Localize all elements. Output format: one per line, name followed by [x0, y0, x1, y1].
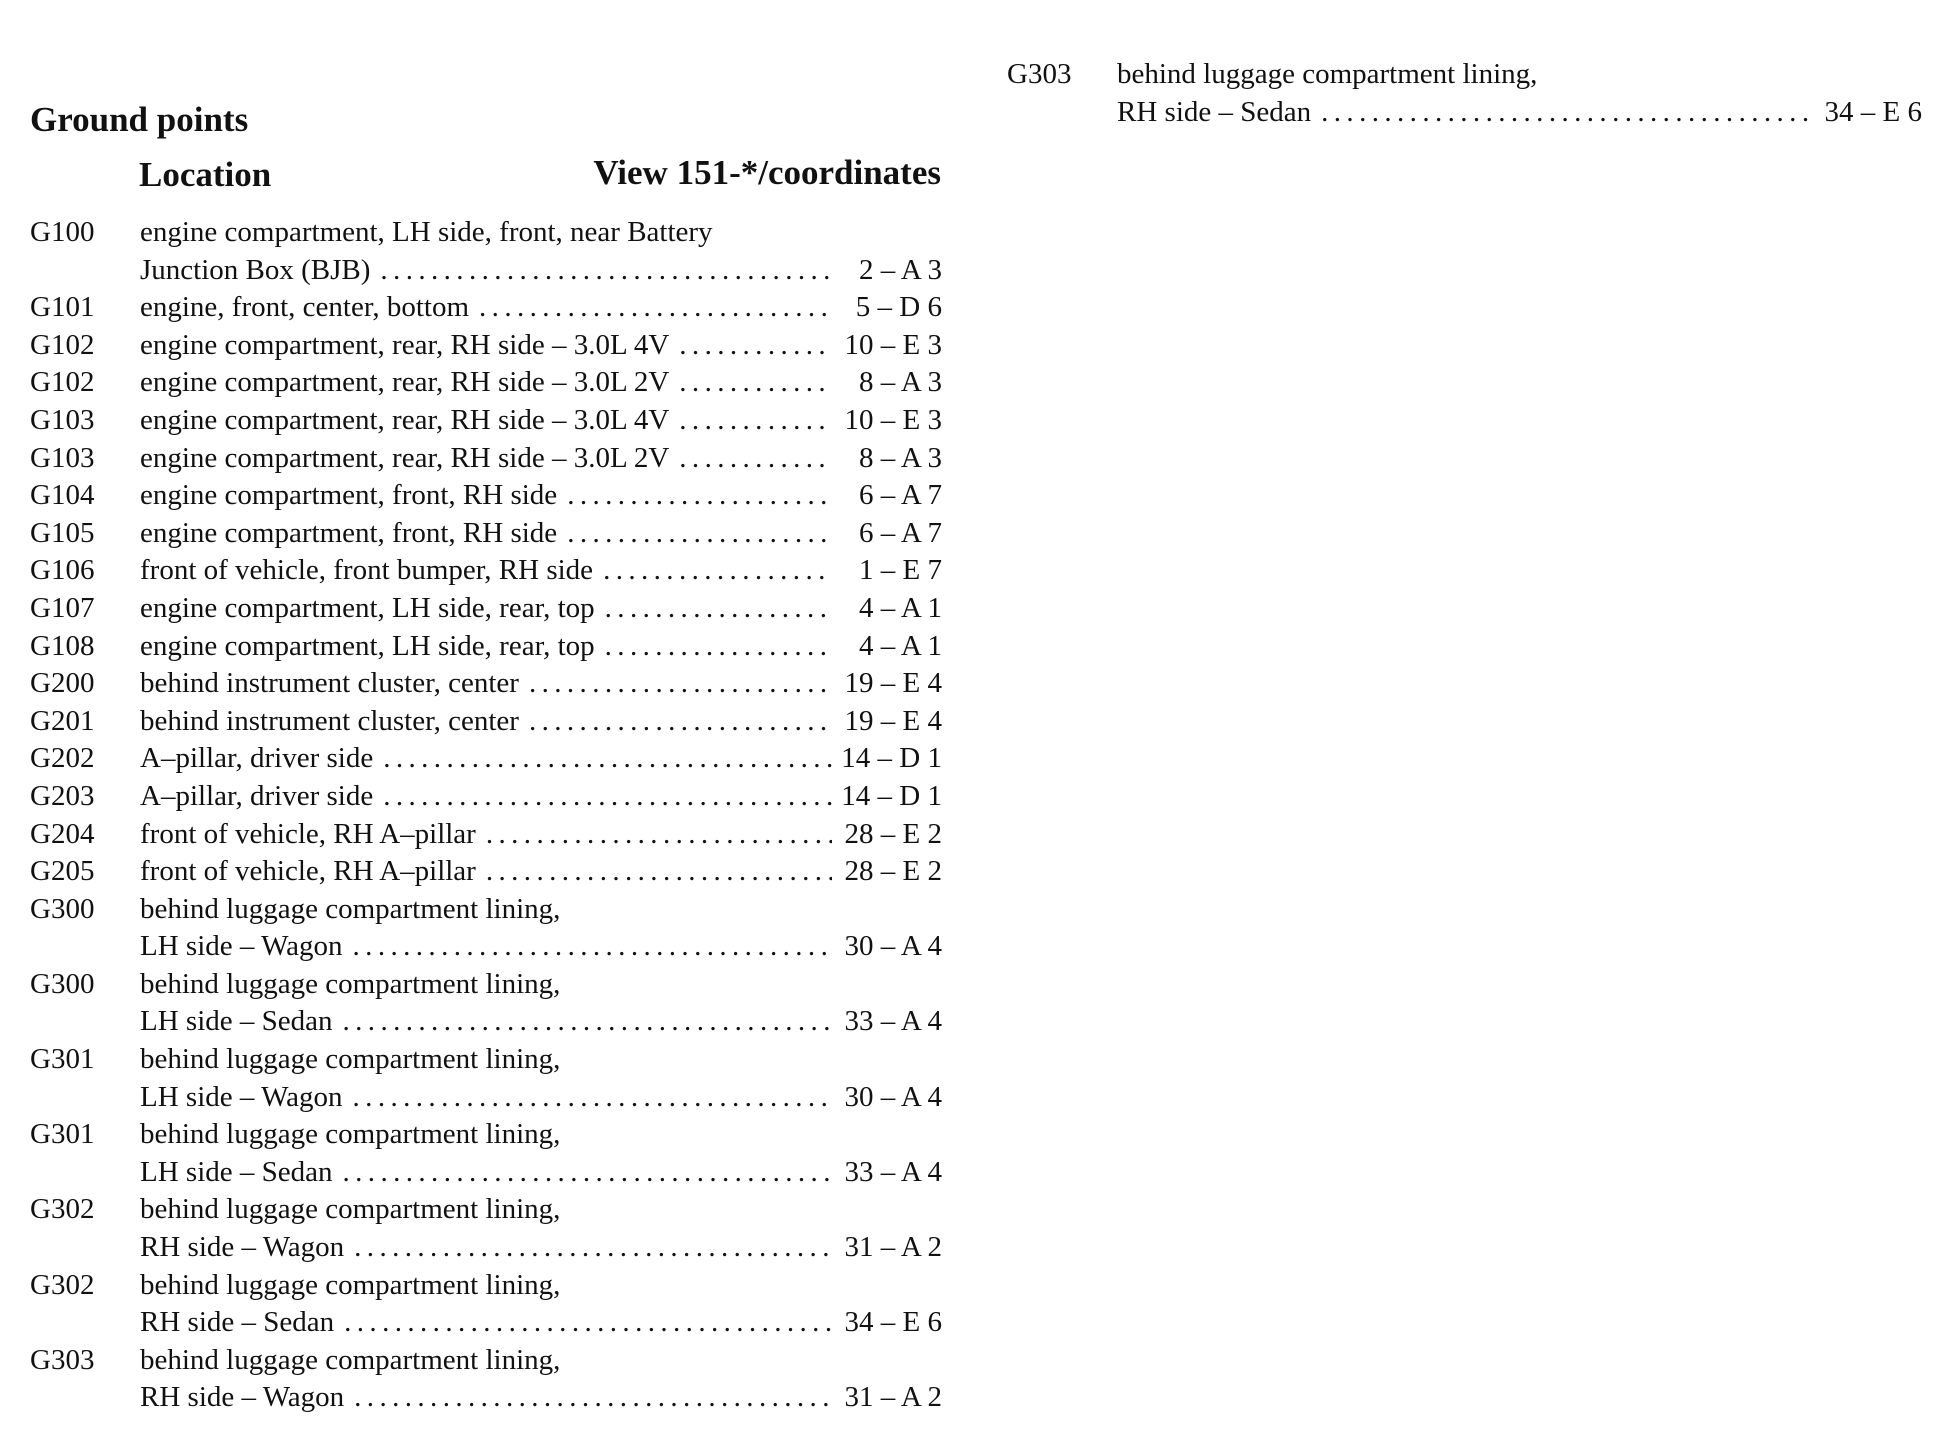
- location-text: engine compartment, front, RH side: [140, 516, 558, 549]
- ground-point-entry: [30, 1191, 942, 1266]
- ground-point-entry: [30, 214, 942, 289]
- location-with-leader: [140, 628, 832, 666]
- ground-point-code: G108: [30, 629, 95, 662]
- entry-line: [30, 1229, 942, 1267]
- location-with-leader: [140, 778, 832, 816]
- location-text: behind instrument cluster, center: [140, 704, 519, 737]
- location-text: behind luggage compartment lining,: [140, 1343, 561, 1376]
- location-with-leader: [140, 252, 832, 290]
- location-text: front of vehicle, front bumper, RH side: [140, 554, 594, 587]
- dot-leader: [370, 252, 832, 290]
- view-coordinate: 31 – A 2: [844, 1381, 942, 1414]
- location-text: behind instrument cluster, center: [140, 667, 519, 700]
- location-text: engine compartment, rear, RH side – 3.0L 2V: [140, 366, 670, 399]
- ground-point-entry: [30, 778, 942, 816]
- location-text: engine compartment, front, RH side: [140, 479, 558, 512]
- entry-line: [30, 214, 942, 252]
- dot-leader: [343, 928, 832, 966]
- view-coordinate: 4 – A 1: [859, 591, 942, 624]
- ground-point-code: G302: [30, 1268, 95, 1301]
- entry-line: [30, 891, 942, 929]
- entry-line: [30, 1304, 942, 1342]
- entry-line: [30, 778, 942, 816]
- ground-point-code: G102: [30, 366, 95, 399]
- location-text: RH side – Wagon: [140, 1231, 345, 1264]
- entry-line: [1007, 56, 1922, 94]
- dot-leader: [669, 364, 832, 402]
- location-with-leader: [140, 816, 832, 854]
- entry-line: [30, 1116, 942, 1154]
- dot-leader: [373, 740, 832, 778]
- location-with-leader: [1117, 94, 1809, 132]
- location-with-leader: [140, 440, 832, 478]
- entry-line: [30, 853, 942, 891]
- location-with-leader: [140, 402, 832, 440]
- ground-point-code: G205: [30, 855, 95, 888]
- dot-leader: [333, 1003, 833, 1041]
- view-coordinate: 34 – E 6: [844, 1306, 942, 1339]
- entry-line: [30, 252, 942, 290]
- location-with-leader: [140, 1304, 832, 1342]
- view-coordinate: 33 – A 4: [844, 1155, 942, 1188]
- ground-point-entry: [30, 628, 942, 666]
- location-with-leader: [140, 665, 832, 703]
- location-with-leader: [140, 1229, 832, 1267]
- location-with-leader: [140, 327, 832, 365]
- entry-line: [1007, 94, 1922, 132]
- dot-leader: [669, 327, 832, 365]
- location-text: engine compartment, LH side, rear, top: [140, 629, 595, 662]
- ground-points-list: [30, 214, 942, 1417]
- dot-leader: [343, 1079, 832, 1117]
- ground-point-entry: [30, 891, 942, 966]
- location-text: LH side – Wagon: [140, 1080, 343, 1113]
- ground-point-entry: [30, 1267, 942, 1342]
- ground-point-code: G101: [30, 291, 95, 324]
- ground-point-entry: [30, 1041, 942, 1116]
- entry-line: [30, 1079, 942, 1117]
- view-coordinate: 19 – E 4: [844, 704, 942, 737]
- location-text: RH side – Sedan: [140, 1306, 335, 1339]
- location-with-leader: [140, 1003, 832, 1041]
- dot-leader: [344, 1229, 832, 1267]
- location-text: LH side – Wagon: [140, 930, 343, 963]
- ground-point-code: G107: [30, 591, 95, 624]
- view-coordinates-column-header: View 151-*/coordinates: [593, 153, 941, 192]
- location-text: A–pillar, driver side: [140, 779, 374, 812]
- ground-point-code: G200: [30, 667, 95, 700]
- location-with-leader: [140, 1154, 832, 1192]
- location-with-leader: [140, 1379, 832, 1417]
- entry-line: [30, 1379, 942, 1417]
- entry-line: [30, 740, 942, 778]
- view-coordinate: 14 – D 1: [841, 742, 942, 775]
- dot-leader: [595, 590, 832, 628]
- view-coordinate: 19 – E 4: [844, 667, 942, 700]
- ground-point-entry: [30, 364, 942, 402]
- dot-leader: [557, 515, 832, 553]
- ground-point-entry: [30, 1116, 942, 1191]
- location-with-leader: [140, 364, 832, 402]
- view-coordinate: 10 – E 3: [844, 328, 942, 361]
- ground-point-code: G300: [30, 892, 95, 925]
- location-text: engine compartment, LH side, rear, top: [140, 591, 595, 624]
- location-text: behind luggage compartment lining,: [1117, 58, 1538, 90]
- location-text: behind luggage compartment lining,: [140, 1193, 561, 1226]
- view-coordinate: 30 – A 4: [844, 930, 942, 963]
- ground-point-code: G104: [30, 479, 95, 512]
- location-text: behind luggage compartment lining,: [140, 967, 561, 1000]
- location-with-leader: [140, 740, 832, 778]
- ground-point-entry: [30, 966, 942, 1041]
- page-title: Ground points: [30, 100, 249, 139]
- ground-point-code: G201: [30, 704, 95, 737]
- ground-point-code: G303: [30, 1343, 95, 1376]
- dot-leader: [1311, 94, 1809, 132]
- entry-line: [30, 364, 942, 402]
- view-coordinate: 1 – E 7: [859, 554, 942, 587]
- location-text: engine compartment, rear, RH side – 3.0L 4V: [140, 328, 670, 361]
- dot-leader: [469, 289, 832, 327]
- view-coordinate: 8 – A 3: [859, 441, 942, 474]
- dot-leader: [519, 665, 832, 703]
- location-text: front of vehicle, RH A–pillar: [140, 855, 476, 888]
- ground-point-entry: [30, 665, 942, 703]
- entry-line: [30, 1191, 942, 1229]
- location-with-leader: [140, 928, 832, 966]
- entry-line: [30, 966, 942, 1004]
- ground-point-code: G103: [30, 441, 95, 474]
- ground-point-code: G100: [30, 216, 95, 248]
- dot-leader: [669, 402, 832, 440]
- entry-line: [30, 402, 942, 440]
- entry-line: [30, 628, 942, 666]
- ground-point-entry: [30, 402, 942, 440]
- view-coordinate: 10 – E 3: [844, 403, 942, 436]
- ground-point-code: G102: [30, 328, 95, 361]
- location-text: engine compartment, rear, RH side – 3.0L 2V: [140, 441, 670, 474]
- location-text: A–pillar, driver side: [140, 742, 374, 775]
- view-coordinate: 34 – E 6: [1824, 95, 1922, 128]
- ground-point-code: G103: [30, 403, 95, 436]
- view-coordinate: 4 – A 1: [859, 629, 942, 662]
- location-text: behind luggage compartment lining,: [140, 1118, 561, 1151]
- entry-line: [30, 816, 942, 854]
- view-coordinate: 33 – A 4: [844, 1005, 942, 1038]
- ground-point-entry: [30, 590, 942, 628]
- entry-line: [30, 1267, 942, 1305]
- dot-leader: [557, 477, 832, 515]
- ground-point-code: G300: [30, 967, 95, 1000]
- ground-point-code: G106: [30, 554, 95, 587]
- entry-line: [30, 289, 942, 327]
- location-with-leader: [140, 515, 832, 553]
- ground-point-code: G303: [1007, 58, 1072, 90]
- ground-point-entry: [30, 477, 942, 515]
- ground-point-entry: [30, 327, 942, 365]
- view-coordinate: 30 – A 4: [844, 1080, 942, 1113]
- view-coordinate: 8 – A 3: [859, 366, 942, 399]
- entry-line: [30, 552, 942, 590]
- ground-point-entry: [30, 1342, 942, 1417]
- view-coordinate: 31 – A 2: [844, 1231, 942, 1264]
- view-coordinate: 5 – D 6: [855, 291, 942, 324]
- dot-leader: [593, 552, 832, 590]
- ground-point-entry: [30, 515, 942, 553]
- location-text: engine compartment, rear, RH side – 3.0L 4V: [140, 403, 670, 436]
- view-coordinate: 6 – A 7: [859, 516, 942, 549]
- ground-point-code: G302: [30, 1193, 95, 1226]
- ground-points-list-continued: [1007, 56, 1922, 131]
- location-text: Junction Box (BJB): [140, 253, 371, 286]
- location-with-leader: [140, 289, 832, 327]
- dot-leader: [333, 1154, 833, 1192]
- ground-point-entry: [1007, 56, 1922, 131]
- location-text: behind luggage compartment lining,: [140, 1043, 561, 1076]
- entry-line: [30, 1003, 942, 1041]
- dot-leader: [373, 778, 832, 816]
- location-text: behind luggage compartment lining,: [140, 1268, 561, 1301]
- location-column-header: Location: [139, 155, 272, 194]
- ground-point-entry: [30, 440, 942, 478]
- location-text: behind luggage compartment lining,: [140, 892, 561, 925]
- ground-point-code: G301: [30, 1118, 95, 1151]
- ground-point-code: G203: [30, 779, 95, 812]
- view-coordinate: 28 – E 2: [844, 855, 942, 888]
- entry-line: [30, 1342, 942, 1380]
- location-text: LH side – Sedan: [140, 1005, 333, 1038]
- entry-line: [30, 440, 942, 478]
- location-text: engine, front, center, bottom: [140, 291, 470, 324]
- location-with-leader: [140, 590, 832, 628]
- location-text: engine compartment, LH side, front, near Battery: [140, 216, 713, 248]
- entry-line: [30, 327, 942, 365]
- location-with-leader: [140, 703, 832, 741]
- entry-line: [30, 477, 942, 515]
- ground-point-entry: [30, 740, 942, 778]
- dot-leader: [519, 703, 832, 741]
- ground-point-entry: [30, 289, 942, 327]
- location-text: LH side – Sedan: [140, 1155, 333, 1188]
- location-with-leader: [140, 853, 832, 891]
- view-coordinate: 6 – A 7: [859, 479, 942, 512]
- entry-line: [30, 1041, 942, 1079]
- view-coordinate: 2 – A 3: [859, 253, 942, 286]
- ground-point-code: G202: [30, 742, 95, 775]
- location-with-leader: [140, 1079, 832, 1117]
- ground-point-code: G301: [30, 1043, 95, 1076]
- location-text: RH side – Sedan: [1117, 95, 1312, 128]
- location-with-leader: [140, 552, 832, 590]
- entry-line: [30, 515, 942, 553]
- location-text: front of vehicle, RH A–pillar: [140, 817, 476, 850]
- ground-point-entry: [30, 552, 942, 590]
- location-with-leader: [140, 477, 832, 515]
- entry-line: [30, 590, 942, 628]
- entry-line: [30, 1154, 942, 1192]
- ground-point-entry: [30, 703, 942, 741]
- dot-leader: [334, 1304, 832, 1342]
- entry-line: [30, 665, 942, 703]
- entry-line: [30, 928, 942, 966]
- entry-line: [30, 703, 942, 741]
- ground-point-entry: [30, 816, 942, 854]
- dot-leader: [476, 853, 832, 891]
- dot-leader: [476, 816, 832, 854]
- ground-point-entry: [30, 853, 942, 891]
- dot-leader: [595, 628, 832, 666]
- dot-leader: [344, 1379, 832, 1417]
- view-coordinate: 28 – E 2: [844, 817, 942, 850]
- view-coordinate: 14 – D 1: [841, 779, 942, 812]
- ground-point-code: G204: [30, 817, 95, 850]
- dot-leader: [669, 440, 832, 478]
- location-text: RH side – Wagon: [140, 1381, 345, 1414]
- ground-point-code: G105: [30, 516, 95, 549]
